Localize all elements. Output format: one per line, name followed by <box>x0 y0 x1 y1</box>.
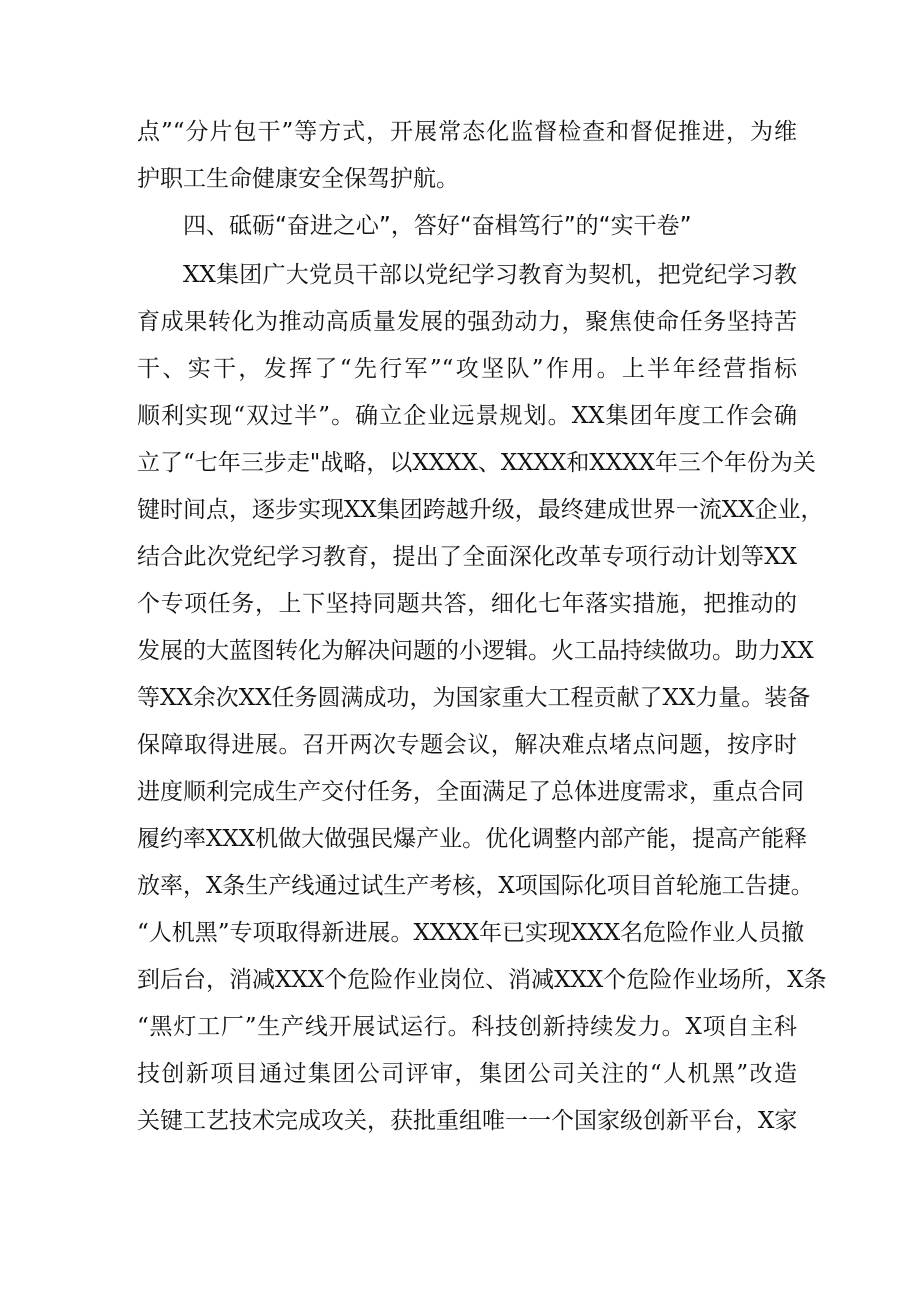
paragraph-line: 结合此次党纪学习教育，提出了全面深化改革专项行动计划等XX <box>137 544 797 570</box>
paragraph-line: 干、实干，发挥了“先行军”“攻坚队”作用。上半年经营指标 <box>137 356 797 382</box>
paragraph-line: 发展的大蓝图转化为解决问题的小逻辑。火工品持续做功。助力XX <box>137 638 814 664</box>
paragraph-line: 进度顺利完成生产交付任务，全面满足了总体进度需求，重点合同 <box>137 779 804 805</box>
paragraph-line: 育成果转化为推动高质量发展的强劲动力，聚焦使命任务坚持苦 <box>137 309 797 335</box>
paragraph-line: 到后台，消减XXX个危险作业岗位、消减XXX个危险作业场所，X条 <box>137 967 827 993</box>
paragraph-line: 顺利实现“双过半”。确立企业远景规划。XX集团年度工作会确 <box>137 403 797 429</box>
paragraph-line: 关键工艺技术完成攻关，获批重组唯一一个国家级创新平台，X家 <box>137 1108 798 1134</box>
paragraph-line: 键时间点，逐步实现XX集团跨越升级，最终建成世界一流XX企业， <box>137 497 824 523</box>
paragraph-line: 个专项任务，上下坚持同题共答，细化七年落实措施，把推动的 <box>137 591 797 617</box>
paragraph-line: 放率，X条生产线通过试生产考核，X项国际化项目首轮施工告捷。 <box>137 873 814 899</box>
paragraph-line: 护职工生命健康安全保驾护航。 <box>137 166 459 192</box>
paragraph-line: “人机黑”专项取得新进展。XXXX年已实现XXX名危险作业人员撤 <box>137 920 805 946</box>
paragraph-line: 技创新项目通过集团公司评审，集团公司关注的“人机黑”改造 <box>137 1061 797 1087</box>
paragraph-line: XX集团广大党员干部以党纪学习教育为契机，把党纪学习教 <box>183 262 797 288</box>
paragraph-line: 等XX余次XX任务圆满成功，为国家重大工程贡献了XX力量。装备 <box>137 685 811 711</box>
paragraph-line: 保障取得进展。召开两次专题会议，解决难点堵点问题，按序时 <box>137 732 797 758</box>
paragraph-line: 履约率XXX机做大做强民爆产业。优化调整内部产能，提高产能释 <box>137 826 808 852</box>
paragraph-line: 立了“七年三步走"战略，以XXXX、XXXX和XXXX年三个年份为关 <box>137 450 816 476</box>
paragraph-line: “黑灯工厂”生产线开展试运行。科技创新持续发力。X项自主科 <box>137 1014 797 1040</box>
section-heading: 四、砥砺“奋进之心”，答好“奋楫笃行”的“实干卷” <box>183 213 692 239</box>
paragraph-line: 点”“分片包干”等方式，开展常态化监督检查和督促推进，为维 <box>137 119 797 145</box>
